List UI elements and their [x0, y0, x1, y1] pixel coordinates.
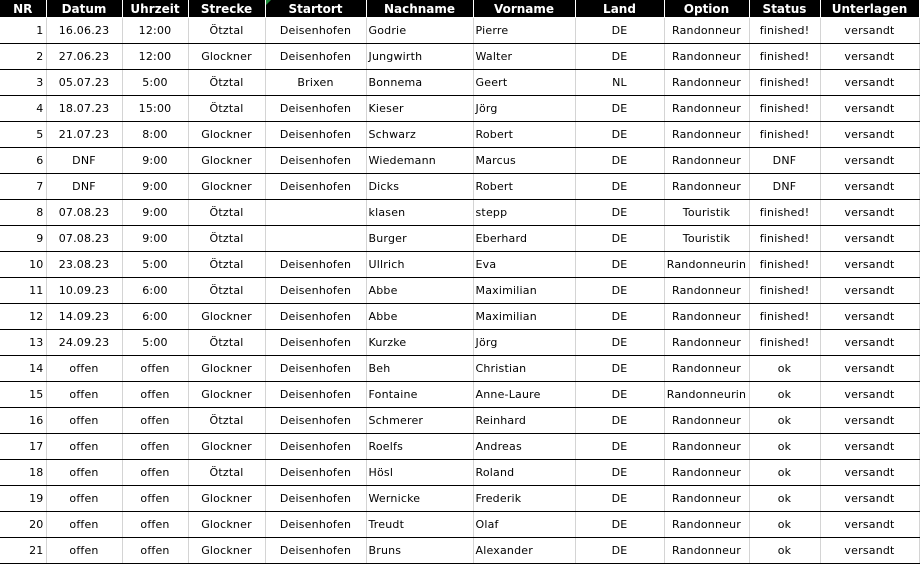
cell-land[interactable]: DE: [575, 18, 664, 44]
cell-datum[interactable]: 10.09.23: [46, 278, 122, 304]
cell-nachname[interactable]: Dicks: [366, 174, 473, 200]
cell-vorname[interactable]: Eberhard: [473, 226, 575, 252]
cell-status[interactable]: ok: [749, 382, 820, 408]
cell-strecke[interactable]: Ötztal: [188, 460, 265, 486]
cell-uhrzeit[interactable]: offen: [122, 538, 188, 564]
cell-land[interactable]: DE: [575, 382, 664, 408]
cell-nr[interactable]: 9: [0, 226, 46, 252]
cell-strecke[interactable]: Ötztal: [188, 226, 265, 252]
cell-unterlagen[interactable]: versandt: [820, 304, 919, 330]
cell-uhrzeit[interactable]: offen: [122, 382, 188, 408]
cell-nachname[interactable]: Abbe: [366, 278, 473, 304]
cell-land[interactable]: DE: [575, 434, 664, 460]
cell-vorname[interactable]: Christian: [473, 356, 575, 382]
table-row: [0, 486, 919, 512]
cell-vorname[interactable]: Jörg: [473, 96, 575, 122]
cell-nachname[interactable]: Schwarz: [366, 122, 473, 148]
table-row: [0, 330, 919, 356]
cell-datum[interactable]: 21.07.23: [46, 122, 122, 148]
cell-datum[interactable]: 27.06.23: [46, 44, 122, 70]
cell-strecke[interactable]: Ötztal: [188, 408, 265, 434]
cell-land[interactable]: DE: [575, 356, 664, 382]
column-header-startort[interactable]: [265, 0, 366, 18]
table-row: [0, 200, 919, 226]
cell-uhrzeit[interactable]: 5:00: [122, 330, 188, 356]
cell-nr[interactable]: 10: [0, 252, 46, 278]
cell-unterlagen[interactable]: versandt: [820, 538, 919, 564]
cell-land[interactable]: DE: [575, 96, 664, 122]
cell-vorname[interactable]: Maximilian: [473, 278, 575, 304]
column-header-option[interactable]: Option: [664, 0, 749, 18]
cell-unterlagen[interactable]: versandt: [820, 486, 919, 512]
cell-unterlagen[interactable]: versandt: [820, 148, 919, 174]
cell-strecke[interactable]: Glockner: [188, 122, 265, 148]
cell-startort[interactable]: Deisenhofen: [265, 44, 366, 70]
cell-strecke[interactable]: Glockner: [188, 538, 265, 564]
column-header-land[interactable]: Land: [575, 0, 664, 18]
cell-nr[interactable]: 14: [0, 356, 46, 382]
cell-datum[interactable]: offen: [46, 460, 122, 486]
cell-unterlagen[interactable]: versandt: [820, 44, 919, 70]
cell-startort[interactable]: Deisenhofen: [265, 356, 366, 382]
cell-option[interactable]: Randonneur: [664, 122, 749, 148]
cell-strecke[interactable]: Glockner: [188, 148, 265, 174]
cell-nr[interactable]: 13: [0, 330, 46, 356]
table-body: [0, 18, 919, 564]
cell-unterlagen[interactable]: versandt: [820, 460, 919, 486]
cell-status[interactable]: DNF: [749, 148, 820, 174]
cell-status[interactable]: finished!: [749, 304, 820, 330]
cell-nachname[interactable]: Bruns: [366, 538, 473, 564]
cell-vorname[interactable]: Eva: [473, 252, 575, 278]
cell-unterlagen[interactable]: versandt: [820, 382, 919, 408]
table-row: [0, 408, 919, 434]
cell-nr[interactable]: 15: [0, 382, 46, 408]
cell-vorname[interactable]: Reinhard: [473, 408, 575, 434]
cell-unterlagen[interactable]: versandt: [820, 408, 919, 434]
cell-startort[interactable]: Deisenhofen: [265, 122, 366, 148]
cell-datum[interactable]: 07.08.23: [46, 200, 122, 226]
cell-option[interactable]: Randonneur: [664, 44, 749, 70]
cell-startort[interactable]: Brixen: [265, 70, 366, 96]
cell-land[interactable]: DE: [575, 252, 664, 278]
cell-option[interactable]: Randonneur: [664, 278, 749, 304]
cell-nr[interactable]: 8: [0, 200, 46, 226]
cell-unterlagen[interactable]: versandt: [820, 252, 919, 278]
cell-strecke[interactable]: Ötztal: [188, 252, 265, 278]
cell-status[interactable]: finished!: [749, 18, 820, 44]
cell-startort[interactable]: Deisenhofen: [265, 460, 366, 486]
cell-startort[interactable]: Deisenhofen: [265, 408, 366, 434]
column-header-datum[interactable]: Datum: [46, 0, 122, 18]
cell-datum[interactable]: DNF: [46, 148, 122, 174]
table-row: [0, 44, 919, 70]
cell-uhrzeit[interactable]: 9:00: [122, 148, 188, 174]
cell-startort[interactable]: Deisenhofen: [265, 434, 366, 460]
cell-nachname[interactable]: Burger: [366, 226, 473, 252]
cell-option[interactable]: Randonneur: [664, 304, 749, 330]
cell-strecke[interactable]: Ötztal: [188, 200, 265, 226]
cell-strecke[interactable]: Glockner: [188, 382, 265, 408]
cell-status[interactable]: ok: [749, 408, 820, 434]
cell-strecke[interactable]: Glockner: [188, 304, 265, 330]
cell-nachname[interactable]: Abbe: [366, 304, 473, 330]
column-header-startort-label: Startort: [288, 1, 343, 16]
cell-unterlagen[interactable]: versandt: [820, 18, 919, 44]
cell-status[interactable]: ok: [749, 538, 820, 564]
cell-status[interactable]: finished!: [749, 278, 820, 304]
cell-status[interactable]: ok: [749, 434, 820, 460]
cell-uhrzeit[interactable]: offen: [122, 512, 188, 538]
cell-startort[interactable]: [265, 200, 366, 226]
cell-option[interactable]: Touristik: [664, 200, 749, 226]
cell-nachname[interactable]: Ullrich: [366, 252, 473, 278]
cell-uhrzeit[interactable]: offen: [122, 356, 188, 382]
column-header-uhrzeit[interactable]: Uhrzeit: [122, 0, 188, 18]
cell-vorname[interactable]: Maximilian: [473, 304, 575, 330]
cell-nachname[interactable]: klasen: [366, 200, 473, 226]
cell-option[interactable]: Randonneur: [664, 330, 749, 356]
cell-nachname[interactable]: Wiedemann: [366, 148, 473, 174]
cell-status[interactable]: finished!: [749, 252, 820, 278]
cell-uhrzeit[interactable]: 9:00: [122, 200, 188, 226]
cell-unterlagen[interactable]: versandt: [820, 512, 919, 538]
cell-nr[interactable]: 16: [0, 408, 46, 434]
cell-nr[interactable]: 18: [0, 460, 46, 486]
cell-datum[interactable]: 18.07.23: [46, 96, 122, 122]
cell-status[interactable]: ok: [749, 460, 820, 486]
table-row: [0, 304, 919, 330]
cell-option[interactable]: Randonneur: [664, 512, 749, 538]
cell-datum[interactable]: 24.09.23: [46, 330, 122, 356]
table-row: [0, 70, 919, 96]
cell-strecke[interactable]: Glockner: [188, 512, 265, 538]
cell-unterlagen[interactable]: versandt: [820, 122, 919, 148]
cell-vorname[interactable]: Alexander: [473, 538, 575, 564]
column-header-nr[interactable]: NR: [0, 0, 46, 18]
cell-datum[interactable]: offen: [46, 356, 122, 382]
cell-nr[interactable]: 6: [0, 148, 46, 174]
cell-land[interactable]: DE: [575, 486, 664, 512]
cell-status[interactable]: DNF: [749, 174, 820, 200]
cell-datum[interactable]: offen: [46, 408, 122, 434]
cell-option[interactable]: Randonneur: [664, 356, 749, 382]
table-row: [0, 538, 919, 564]
cell-nachname[interactable]: Fontaine: [366, 382, 473, 408]
cell-nr[interactable]: 20: [0, 512, 46, 538]
cell-uhrzeit[interactable]: 6:00: [122, 304, 188, 330]
cell-unterlagen[interactable]: versandt: [820, 330, 919, 356]
cell-startort[interactable]: Deisenhofen: [265, 304, 366, 330]
column-header-status[interactable]: Status: [749, 0, 820, 18]
cell-status[interactable]: finished!: [749, 44, 820, 70]
cell-vorname[interactable]: Roland: [473, 460, 575, 486]
cell-uhrzeit[interactable]: 12:00: [122, 44, 188, 70]
cell-strecke[interactable]: Ötztal: [188, 278, 265, 304]
column-header-nachname[interactable]: Nachname: [366, 0, 473, 18]
cell-uhrzeit[interactable]: 5:00: [122, 252, 188, 278]
cell-nr[interactable]: 5: [0, 122, 46, 148]
table-row: [0, 278, 919, 304]
cell-unterlagen[interactable]: versandt: [820, 434, 919, 460]
cell-unterlagen[interactable]: versandt: [820, 70, 919, 96]
cell-strecke[interactable]: Glockner: [188, 356, 265, 382]
cell-nr[interactable]: 17: [0, 434, 46, 460]
cell-strecke[interactable]: Glockner: [188, 174, 265, 200]
cell-startort[interactable]: Deisenhofen: [265, 538, 366, 564]
cell-uhrzeit[interactable]: 6:00: [122, 278, 188, 304]
table-row: [0, 226, 919, 252]
cell-unterlagen[interactable]: versandt: [820, 226, 919, 252]
cell-datum[interactable]: offen: [46, 382, 122, 408]
cell-uhrzeit[interactable]: offen: [122, 460, 188, 486]
table-row: [0, 96, 919, 122]
cell-datum[interactable]: 07.08.23: [46, 226, 122, 252]
header-row: [0, 0, 919, 18]
cell-strecke[interactable]: Ötztal: [188, 18, 265, 44]
cell-uhrzeit[interactable]: offen: [122, 434, 188, 460]
cell-unterlagen[interactable]: versandt: [820, 356, 919, 382]
cell-strecke[interactable]: Ötztal: [188, 96, 265, 122]
cell-nachname[interactable]: Kurzke: [366, 330, 473, 356]
cell-status[interactable]: finished!: [749, 96, 820, 122]
cell-startort[interactable]: Deisenhofen: [265, 330, 366, 356]
table-row: [0, 512, 919, 538]
cell-startort[interactable]: Deisenhofen: [265, 278, 366, 304]
cell-option[interactable]: Randonneur: [664, 96, 749, 122]
cell-land[interactable]: DE: [575, 330, 664, 356]
cell-nachname[interactable]: Roelfs: [366, 434, 473, 460]
cell-uhrzeit[interactable]: offen: [122, 486, 188, 512]
table-row: [0, 252, 919, 278]
cell-status[interactable]: ok: [749, 486, 820, 512]
cell-startort[interactable]: Deisenhofen: [265, 512, 366, 538]
cell-uhrzeit[interactable]: 15:00: [122, 96, 188, 122]
cell-nr[interactable]: 2: [0, 44, 46, 70]
cell-land[interactable]: DE: [575, 122, 664, 148]
cell-option[interactable]: Randonneur: [664, 408, 749, 434]
cell-unterlagen[interactable]: versandt: [820, 200, 919, 226]
cell-datum[interactable]: offen: [46, 512, 122, 538]
cell-startort[interactable]: Deisenhofen: [265, 148, 366, 174]
cell-vorname[interactable]: Andreas: [473, 434, 575, 460]
cell-datum[interactable]: offen: [46, 434, 122, 460]
cell-land[interactable]: DE: [575, 304, 664, 330]
cell-nr[interactable]: 3: [0, 70, 46, 96]
cell-datum[interactable]: DNF: [46, 174, 122, 200]
cell-nr[interactable]: 21: [0, 538, 46, 564]
cell-nachname[interactable]: Schmerer: [366, 408, 473, 434]
cell-option[interactable]: Randonneur: [664, 460, 749, 486]
cell-nachname[interactable]: Kieser: [366, 96, 473, 122]
cell-land[interactable]: DE: [575, 460, 664, 486]
cell-option[interactable]: Randonneur: [664, 18, 749, 44]
cell-nachname[interactable]: Beh: [366, 356, 473, 382]
cell-option[interactable]: Randonneur: [664, 148, 749, 174]
cell-strecke[interactable]: Glockner: [188, 486, 265, 512]
cell-vorname[interactable]: Pierre: [473, 18, 575, 44]
table-row: [0, 356, 919, 382]
cell-nachname[interactable]: Treudt: [366, 512, 473, 538]
cell-land[interactable]: DE: [575, 174, 664, 200]
cell-vorname[interactable]: Olaf: [473, 512, 575, 538]
cell-startort[interactable]: Deisenhofen: [265, 174, 366, 200]
cell-datum[interactable]: offen: [46, 486, 122, 512]
cell-uhrzeit[interactable]: 5:00: [122, 70, 188, 96]
cell-option[interactable]: Randonneurin: [664, 252, 749, 278]
cell-vorname[interactable]: Frederik: [473, 486, 575, 512]
cell-status[interactable]: finished!: [749, 70, 820, 96]
cell-vorname[interactable]: Robert: [473, 174, 575, 200]
cell-status[interactable]: finished!: [749, 200, 820, 226]
table-row: [0, 174, 919, 200]
cell-uhrzeit[interactable]: 8:00: [122, 122, 188, 148]
comment-indicator-icon: [266, 0, 271, 5]
cell-option[interactable]: Touristik: [664, 226, 749, 252]
cell-startort[interactable]: Deisenhofen: [265, 382, 366, 408]
cell-startort[interactable]: [265, 226, 366, 252]
cell-nachname[interactable]: Wernicke: [366, 486, 473, 512]
cell-option[interactable]: Randonneur: [664, 70, 749, 96]
cell-startort[interactable]: Deisenhofen: [265, 18, 366, 44]
cell-strecke[interactable]: Glockner: [188, 44, 265, 70]
column-header-unterlagen[interactable]: Unterlagen: [820, 0, 919, 18]
cell-startort[interactable]: Deisenhofen: [265, 252, 366, 278]
cell-vorname[interactable]: stepp: [473, 200, 575, 226]
cell-option[interactable]: Randonneur: [664, 434, 749, 460]
cell-land[interactable]: DE: [575, 44, 664, 70]
cell-status[interactable]: ok: [749, 356, 820, 382]
cell-vorname[interactable]: Anne-Laure: [473, 382, 575, 408]
cell-nr[interactable]: 11: [0, 278, 46, 304]
cell-vorname[interactable]: Marcus: [473, 148, 575, 174]
cell-datum[interactable]: 23.08.23: [46, 252, 122, 278]
cell-uhrzeit[interactable]: 9:00: [122, 226, 188, 252]
column-header-vorname[interactable]: Vorname: [473, 0, 575, 18]
cell-status[interactable]: finished!: [749, 122, 820, 148]
cell-land[interactable]: DE: [575, 200, 664, 226]
cell-unterlagen[interactable]: versandt: [820, 96, 919, 122]
cell-datum[interactable]: 16.06.23: [46, 18, 122, 44]
cell-land[interactable]: DE: [575, 512, 664, 538]
cell-land[interactable]: DE: [575, 408, 664, 434]
table-row: [0, 148, 919, 174]
cell-status[interactable]: ok: [749, 512, 820, 538]
cell-datum[interactable]: 05.07.23: [46, 70, 122, 96]
cell-land[interactable]: DE: [575, 278, 664, 304]
cell-status[interactable]: finished!: [749, 226, 820, 252]
cell-uhrzeit[interactable]: 12:00: [122, 18, 188, 44]
table-row: [0, 434, 919, 460]
cell-nr[interactable]: 19: [0, 486, 46, 512]
cell-unterlagen[interactable]: versandt: [820, 278, 919, 304]
cell-strecke[interactable]: Ötztal: [188, 330, 265, 356]
cell-status[interactable]: finished!: [749, 330, 820, 356]
cell-nachname[interactable]: Hösl: [366, 460, 473, 486]
cell-option[interactable]: Randonneurin: [664, 382, 749, 408]
cell-startort[interactable]: Deisenhofen: [265, 96, 366, 122]
cell-land[interactable]: DE: [575, 148, 664, 174]
cell-datum[interactable]: offen: [46, 538, 122, 564]
table-row: [0, 460, 919, 486]
cell-option[interactable]: Randonneur: [664, 486, 749, 512]
table-row: [0, 122, 919, 148]
cell-startort[interactable]: Deisenhofen: [265, 486, 366, 512]
cell-land[interactable]: DE: [575, 538, 664, 564]
table-row: [0, 18, 919, 44]
cell-nr[interactable]: 7: [0, 174, 46, 200]
cell-vorname[interactable]: Walter: [473, 44, 575, 70]
cell-nr[interactable]: 4: [0, 96, 46, 122]
table-row: [0, 382, 919, 408]
cell-nr[interactable]: 1: [0, 18, 46, 44]
cell-land[interactable]: NL: [575, 70, 664, 96]
cell-strecke[interactable]: Ötztal: [188, 70, 265, 96]
cell-nachname[interactable]: Jungwirth: [366, 44, 473, 70]
cell-vorname[interactable]: Jörg: [473, 330, 575, 356]
cell-nachname[interactable]: Bonnema: [366, 70, 473, 96]
cell-option[interactable]: Randonneur: [664, 174, 749, 200]
column-header-strecke[interactable]: Strecke: [188, 0, 265, 18]
cell-datum[interactable]: 14.09.23: [46, 304, 122, 330]
cell-vorname[interactable]: Geert: [473, 70, 575, 96]
cell-nr[interactable]: 12: [0, 304, 46, 330]
cell-strecke[interactable]: Glockner: [188, 434, 265, 460]
cell-unterlagen[interactable]: versandt: [820, 174, 919, 200]
cell-land[interactable]: DE: [575, 226, 664, 252]
cell-nachname[interactable]: Godrie: [366, 18, 473, 44]
cell-option[interactable]: Randonneur: [664, 538, 749, 564]
cell-uhrzeit[interactable]: offen: [122, 408, 188, 434]
cell-uhrzeit[interactable]: 9:00: [122, 174, 188, 200]
cell-vorname[interactable]: Robert: [473, 122, 575, 148]
